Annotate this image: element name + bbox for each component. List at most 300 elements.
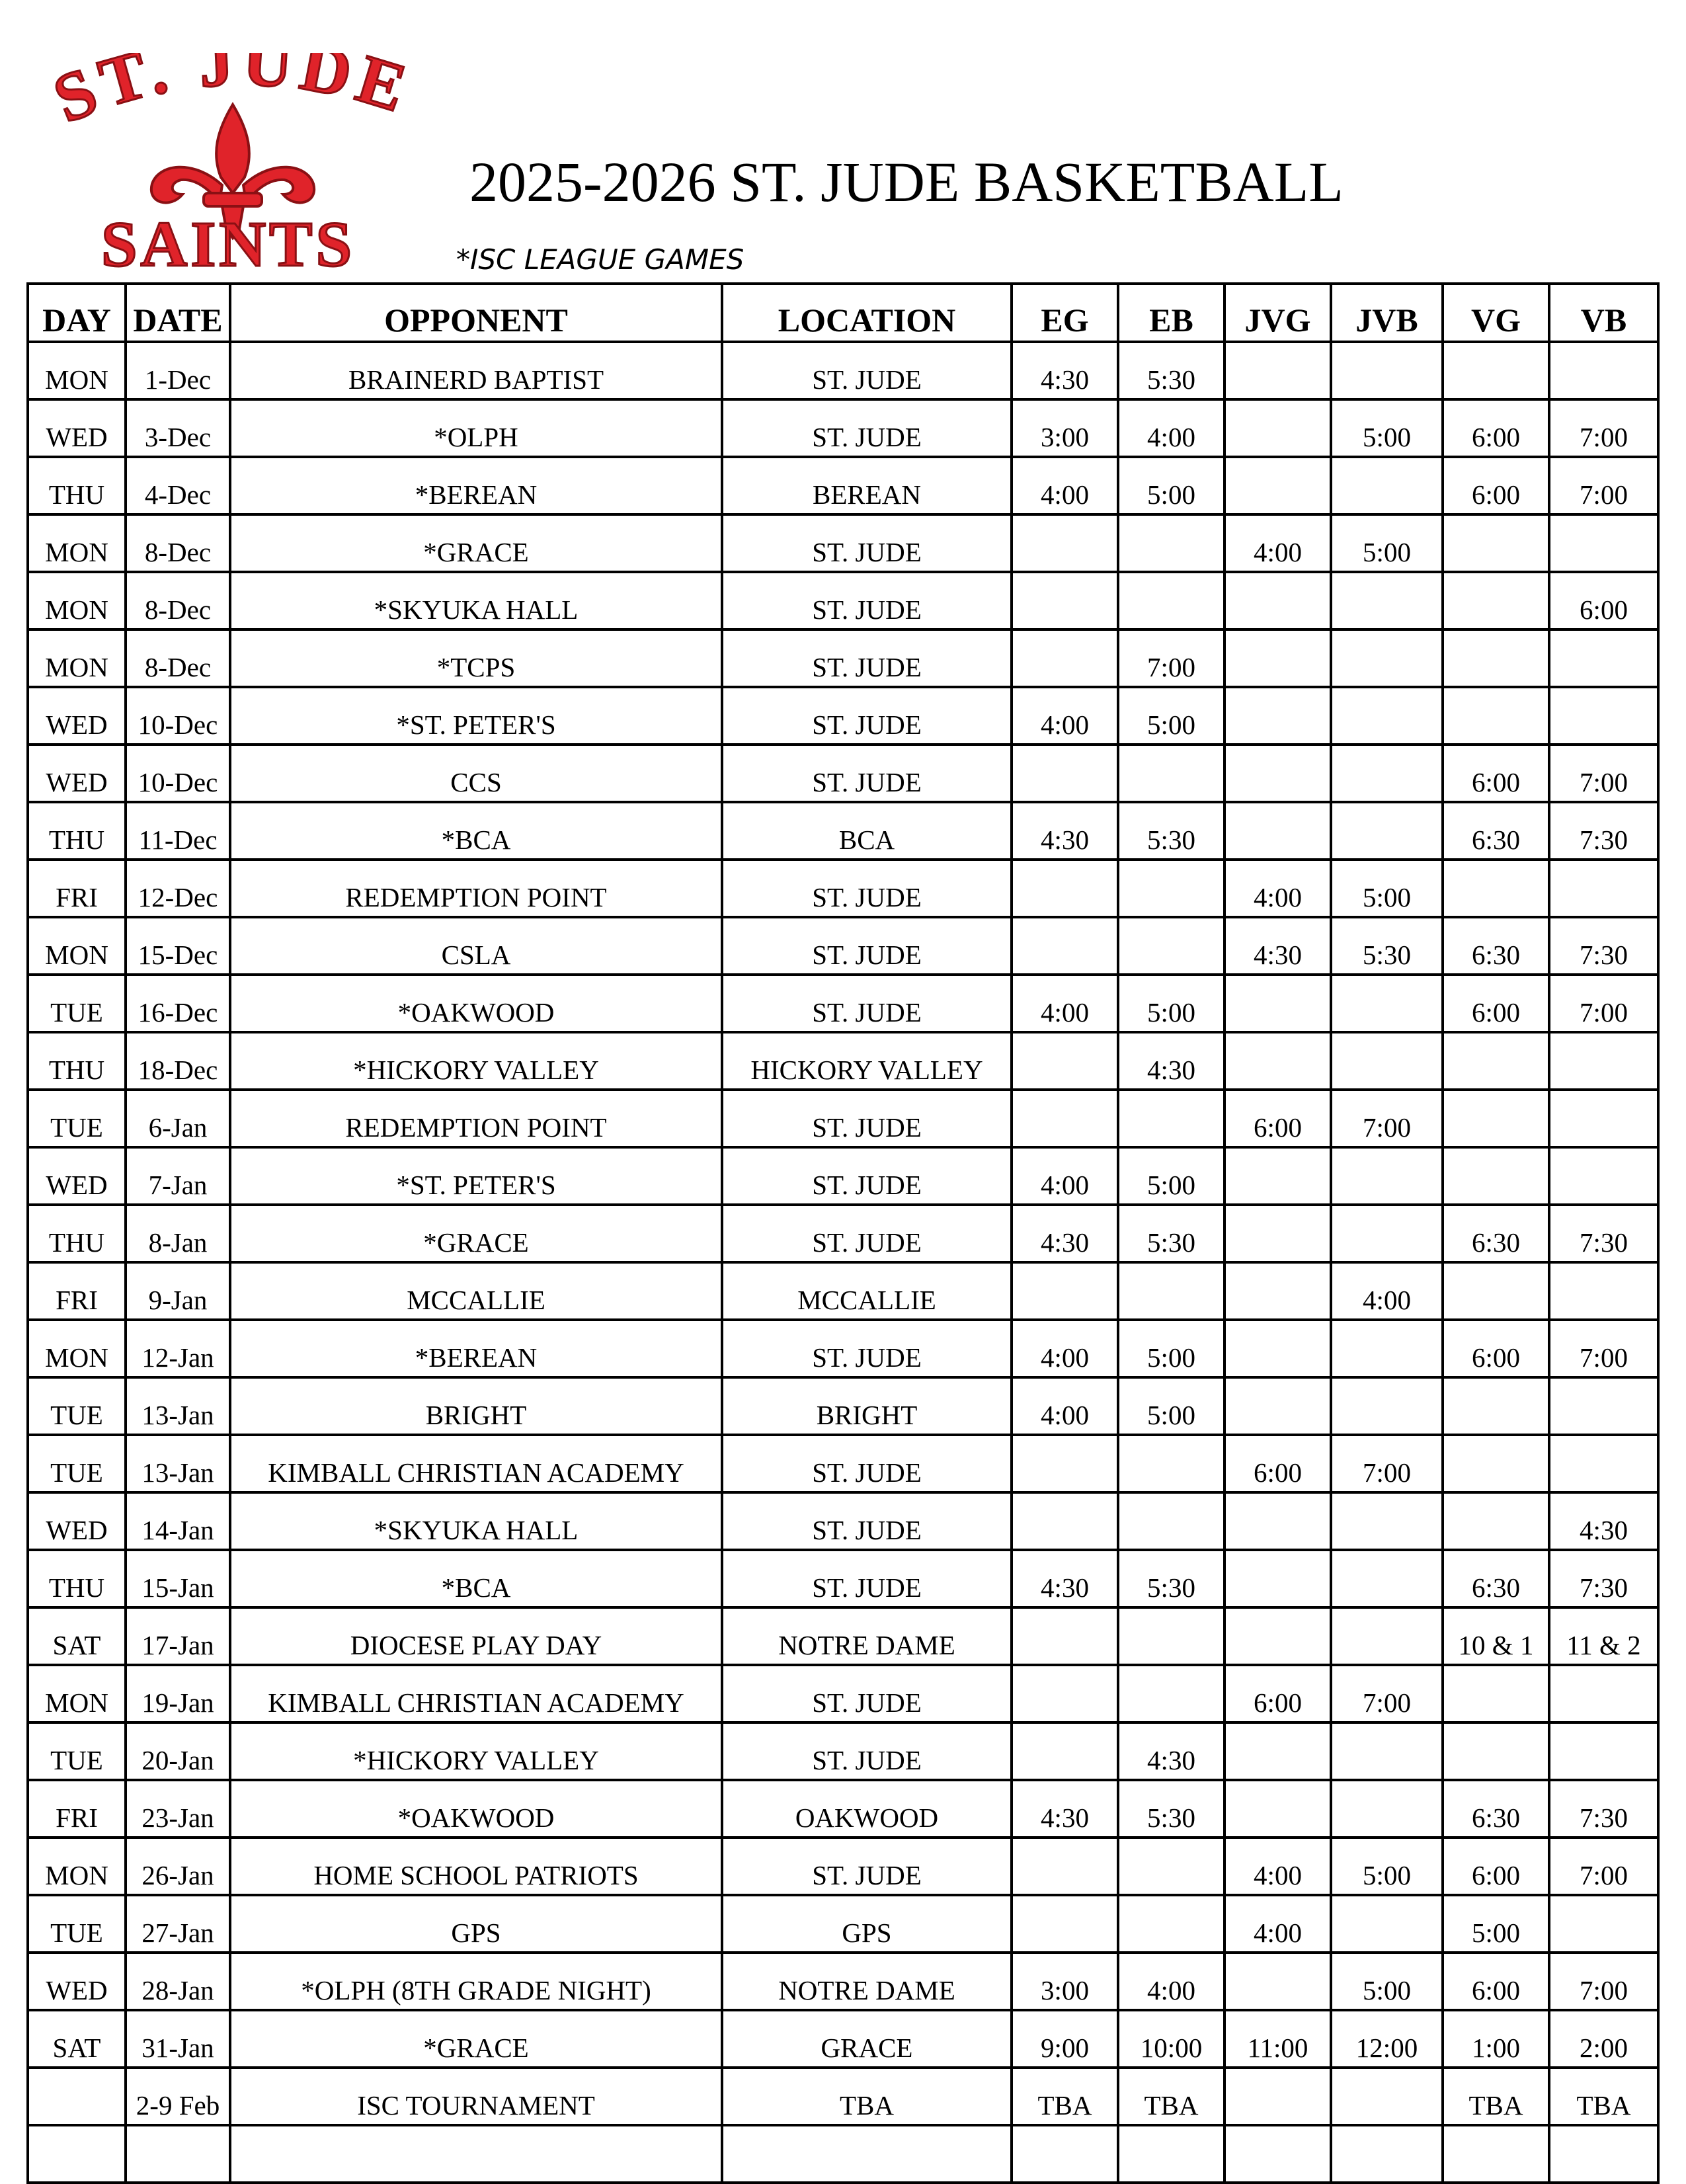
cell-jvb [1331,2068,1443,2125]
cell-eg [1012,1492,1118,1550]
cell-date: 14-Jan [126,1492,230,1550]
cell-opponent: BRAINERD BAPTIST [230,342,722,399]
cell-day [28,2068,126,2125]
table-row [28,514,1658,572]
cell-jvb: 7:00 [1331,1435,1443,1492]
table-row [28,2068,1658,2125]
cell-eg: 4:00 [1012,1377,1118,1435]
st-jude-saints-logo [46,53,417,278]
cell-jvb [1331,1607,1443,1665]
cell-jvg [1224,2125,1331,2183]
cell-jvg: 4:30 [1224,917,1331,975]
cell-jvb: 7:00 [1331,1665,1443,1722]
cell-day [28,2125,126,2183]
cell-jvb: 12:00 [1331,2010,1443,2068]
cell-day: FRI [28,1780,126,1838]
cell-eg [1012,1090,1118,1147]
cell-eb: 5:00 [1118,975,1224,1032]
cell-vg [1443,572,1549,629]
schedule-header-row [28,284,1658,342]
cell-jvb: 4:00 [1331,1262,1443,1320]
cell-vb [1549,1435,1658,1492]
cell-date: 8-Dec [126,572,230,629]
cell-eg [1012,860,1118,917]
cell-location: ST. JUDE [722,1550,1012,1607]
cell-eg [1012,1895,1118,1953]
table-row [28,342,1658,399]
cell-eg: 4:00 [1012,975,1118,1032]
cell-eg: 4:00 [1012,1147,1118,1205]
cell-eg [1012,1032,1118,1090]
cell-date: 4-Dec [126,457,230,514]
cell-location: ST. JUDE [722,1320,1012,1377]
table-row [28,1032,1658,1090]
cell-jvg [1224,457,1331,514]
cell-vb [1549,1377,1658,1435]
header-location: LOCATION [722,284,1012,342]
cell-date [126,2125,230,2183]
cell-eg [1012,629,1118,687]
cell-opponent: *ST. PETER'S [230,1147,722,1205]
cell-eb: 5:00 [1118,1377,1224,1435]
cell-location: BRIGHT [722,1377,1012,1435]
cell-vg [1443,342,1549,399]
cell-eb [1118,1607,1224,1665]
cell-eg [1012,2125,1118,2183]
cell-opponent: *OAKWOOD [230,975,722,1032]
cell-vb: 11 & 2 [1549,1607,1658,1665]
cell-location: TBA [722,2068,1012,2125]
cell-vb: 7:30 [1549,802,1658,860]
cell-eg [1012,514,1118,572]
cell-eb: 5:30 [1118,342,1224,399]
cell-jvg [1224,572,1331,629]
cell-eg: 4:00 [1012,687,1118,745]
cell-eg: 4:30 [1012,1550,1118,1607]
cell-day: MON [28,514,126,572]
cell-vb: 7:30 [1549,1205,1658,1262]
cell-vb [1549,1147,1658,1205]
cell-location: ST. JUDE [722,572,1012,629]
cell-day: TUE [28,975,126,1032]
table-row [28,572,1658,629]
cell-jvb [1331,1895,1443,1953]
cell-eg: TBA [1012,2068,1118,2125]
table-row [28,1147,1658,1205]
cell-date: 28-Jan [126,1953,230,2010]
cell-date: 17-Jan [126,1607,230,1665]
cell-jvb: 5:00 [1331,860,1443,917]
table-row [28,1665,1658,1722]
cell-vb: TBA [1549,2068,1658,2125]
cell-opponent: DIOCESE PLAY DAY [230,1607,722,1665]
cell-vb: 4:30 [1549,1492,1658,1550]
cell-location: NOTRE DAME [722,1953,1012,2010]
cell-jvg [1224,1320,1331,1377]
cell-location: ST. JUDE [722,1147,1012,1205]
table-row [28,629,1658,687]
cell-jvg: 6:00 [1224,1090,1331,1147]
logo-top-text: ST. JUDE [46,53,417,138]
table-row [28,1262,1658,1320]
cell-vg [1443,514,1549,572]
cell-vb [1549,514,1658,572]
cell-location: ST. JUDE [722,399,1012,457]
cell-day: THU [28,1550,126,1607]
cell-jvb [1331,1377,1443,1435]
cell-date: 8-Dec [126,514,230,572]
cell-eg: 9:00 [1012,2010,1118,2068]
cell-eb: 5:00 [1118,457,1224,514]
cell-eb [1118,745,1224,802]
table-row [28,457,1658,514]
cell-date: 19-Jan [126,1665,230,1722]
cell-vg: 6:00 [1443,1838,1549,1895]
cell-jvg: 4:00 [1224,860,1331,917]
cell-jvg [1224,1550,1331,1607]
cell-eb [1118,1492,1224,1550]
cell-day: WED [28,399,126,457]
cell-vb: 7:00 [1549,399,1658,457]
cell-jvb [1331,1492,1443,1550]
cell-location: BEREAN [722,457,1012,514]
header-day: DAY [28,284,126,342]
cell-jvb: 5:00 [1331,399,1443,457]
cell-vb: 7:30 [1549,1780,1658,1838]
cell-jvb: 5:00 [1331,1953,1443,2010]
cell-vg: 5:00 [1443,1895,1549,1953]
cell-day: FRI [28,1262,126,1320]
logo-bottom-text: SAINTS [100,209,356,278]
cell-vg [1443,1147,1549,1205]
cell-jvg [1224,1722,1331,1780]
cell-eg [1012,917,1118,975]
cell-date: 9-Jan [126,1262,230,1320]
cell-opponent: KIMBALL CHRISTIAN ACADEMY [230,1665,722,1722]
cell-eb [1118,2125,1224,2183]
cell-eg: 4:00 [1012,457,1118,514]
cell-vg: 6:30 [1443,917,1549,975]
table-row [28,975,1658,1032]
cell-location: ST. JUDE [722,745,1012,802]
cell-jvb [1331,1550,1443,1607]
cell-jvg [1224,1377,1331,1435]
cell-jvg: 4:00 [1224,1895,1331,1953]
cell-day: MON [28,629,126,687]
cell-vg [1443,1665,1549,1722]
cell-date: 12-Dec [126,860,230,917]
cell-day: WED [28,1147,126,1205]
cell-eg [1012,1435,1118,1492]
header-jvg: JVG [1224,284,1331,342]
cell-vb: 7:00 [1549,1838,1658,1895]
cell-eb: 5:00 [1118,687,1224,745]
cell-vg: 6:00 [1443,399,1549,457]
cell-jvb [1331,1205,1443,1262]
cell-opponent: *SKYUKA HALL [230,1492,722,1550]
cell-date: 12-Jan [126,1320,230,1377]
cell-location: GPS [722,1895,1012,1953]
cell-location: ST. JUDE [722,1090,1012,1147]
cell-day: SAT [28,2010,126,2068]
cell-jvg [1224,802,1331,860]
cell-day: TUE [28,1377,126,1435]
cell-jvb [1331,457,1443,514]
cell-eg [1012,745,1118,802]
table-row [28,860,1658,917]
cell-opponent: *BEREAN [230,457,722,514]
cell-eg [1012,1665,1118,1722]
cell-eb: 4:30 [1118,1722,1224,1780]
cell-vg: 6:00 [1443,745,1549,802]
cell-day: SAT [28,1607,126,1665]
header-vg: VG [1443,284,1549,342]
cell-opponent: CCS [230,745,722,802]
table-row [28,802,1658,860]
cell-jvg [1224,1492,1331,1550]
cell-location: MCCALLIE [722,1262,1012,1320]
cell-jvg: 4:00 [1224,514,1331,572]
cell-vb [1549,1665,1658,1722]
cell-vb [1549,1262,1658,1320]
cell-vb [1549,2125,1658,2183]
cell-vg: 6:00 [1443,1953,1549,2010]
table-row [28,1838,1658,1895]
cell-date: 13-Jan [126,1435,230,1492]
cell-date: 10-Dec [126,745,230,802]
cell-location: ST. JUDE [722,514,1012,572]
cell-date: 18-Dec [126,1032,230,1090]
cell-opponent: *OAKWOOD [230,1780,722,1838]
cell-vb: 7:00 [1549,1953,1658,2010]
cell-opponent: *OLPH [230,399,722,457]
cell-vb: 7:00 [1549,745,1658,802]
cell-location: ST. JUDE [722,687,1012,745]
cell-opponent: *OLPH (8TH GRADE NIGHT) [230,1953,722,2010]
cell-location: OAKWOOD [722,1780,1012,1838]
cell-jvb [1331,1320,1443,1377]
cell-jvg: 4:00 [1224,1838,1331,1895]
table-row [28,1492,1658,1550]
cell-jvb: 5:30 [1331,917,1443,975]
cell-date: 23-Jan [126,1780,230,1838]
cell-date: 20-Jan [126,1722,230,1780]
cell-vg [1443,1435,1549,1492]
cell-location: ST. JUDE [722,917,1012,975]
cell-date: 7-Jan [126,1147,230,1205]
header-vb: VB [1549,284,1658,342]
cell-jvg [1224,399,1331,457]
cell-vg: TBA [1443,2068,1549,2125]
cell-eg: 4:30 [1012,1205,1118,1262]
cell-opponent: *GRACE [230,1205,722,1262]
cell-jvb [1331,2125,1443,2183]
cell-opponent: *GRACE [230,2010,722,2068]
cell-vg: 6:00 [1443,1320,1549,1377]
cell-opponent: BRIGHT [230,1377,722,1435]
cell-vg [1443,687,1549,745]
cell-jvg: 11:00 [1224,2010,1331,2068]
cell-jvb: 5:00 [1331,514,1443,572]
cell-jvb [1331,1032,1443,1090]
cell-eg: 4:30 [1012,1780,1118,1838]
cell-eb [1118,1895,1224,1953]
cell-vb [1549,342,1658,399]
cell-eg: 4:30 [1012,342,1118,399]
cell-location: ST. JUDE [722,1492,1012,1550]
cell-opponent: REDEMPTION POINT [230,860,722,917]
cell-jvg [1224,2068,1331,2125]
cell-opponent: *HICKORY VALLEY [230,1722,722,1780]
cell-location: ST. JUDE [722,1665,1012,1722]
cell-vg [1443,1090,1549,1147]
cell-eb: 5:30 [1118,1205,1224,1262]
cell-day: WED [28,745,126,802]
cell-vb [1549,860,1658,917]
cell-opponent: *ST. PETER'S [230,687,722,745]
cell-vg [1443,1032,1549,1090]
cell-opponent: CSLA [230,917,722,975]
cell-eb: 5:30 [1118,802,1224,860]
cell-jvg [1224,1147,1331,1205]
cell-eg [1012,1607,1118,1665]
cell-eg [1012,572,1118,629]
cell-location: ST. JUDE [722,1435,1012,1492]
header-jvb: JVB [1331,284,1443,342]
table-row [28,1090,1658,1147]
cell-date: 1-Dec [126,342,230,399]
cell-location: GRACE [722,2010,1012,2068]
cell-jvb [1331,342,1443,399]
cell-jvg: 6:00 [1224,1435,1331,1492]
cell-opponent: MCCALLIE [230,1262,722,1320]
table-row [28,2125,1658,2183]
cell-day: THU [28,1032,126,1090]
cell-vg: 6:30 [1443,802,1549,860]
cell-vg: 10 & 1 [1443,1607,1549,1665]
cell-jvg [1224,1205,1331,1262]
cell-day: MON [28,1665,126,1722]
cell-vb [1549,687,1658,745]
cell-eg: 4:00 [1012,1320,1118,1377]
cell-jvb [1331,687,1443,745]
cell-eb: 10:00 [1118,2010,1224,2068]
cell-vb [1549,629,1658,687]
cell-eb [1118,1262,1224,1320]
cell-eb [1118,1665,1224,1722]
cell-location: ST. JUDE [722,342,1012,399]
cell-jvg [1224,342,1331,399]
cell-jvg [1224,1780,1331,1838]
cell-vb: 7:30 [1549,1550,1658,1607]
cell-vg: 6:30 [1443,1780,1549,1838]
cell-eb [1118,1435,1224,1492]
cell-vb: 7:00 [1549,975,1658,1032]
league-games-note: *ISC LEAGUE GAMES [456,243,744,276]
cell-opponent [230,2125,722,2183]
cell-day: THU [28,457,126,514]
cell-eb [1118,1838,1224,1895]
cell-eb: 7:00 [1118,629,1224,687]
cell-location: ST. JUDE [722,975,1012,1032]
header-eg: EG [1012,284,1118,342]
cell-jvg [1224,745,1331,802]
cell-location: ST. JUDE [722,1838,1012,1895]
cell-location [722,2125,1012,2183]
cell-vg: 6:00 [1443,975,1549,1032]
cell-location: ST. JUDE [722,1722,1012,1780]
table-row [28,1722,1658,1780]
cell-vg [1443,629,1549,687]
cell-jvb: 5:00 [1331,1838,1443,1895]
cell-eb: 4:30 [1118,1032,1224,1090]
cell-jvg [1224,1032,1331,1090]
cell-jvb [1331,629,1443,687]
cell-vg [1443,860,1549,917]
page-title: 2025-2026 ST. JUDE BASKETBALL [469,150,1344,214]
cell-eb: 5:00 [1118,1320,1224,1377]
cell-location: ST. JUDE [722,1205,1012,1262]
cell-vg: 1:00 [1443,2010,1549,2068]
cell-day: THU [28,802,126,860]
cell-location: NOTRE DAME [722,1607,1012,1665]
cell-day: WED [28,1492,126,1550]
cell-eb [1118,1090,1224,1147]
cell-date: 27-Jan [126,1895,230,1953]
cell-location: ST. JUDE [722,860,1012,917]
cell-opponent: HOME SCHOOL PATRIOTS [230,1838,722,1895]
cell-vb [1549,1032,1658,1090]
cell-eb [1118,860,1224,917]
cell-date: 8-Dec [126,629,230,687]
table-row [28,1320,1658,1377]
table-row [28,1953,1658,2010]
cell-vg: 6:00 [1443,457,1549,514]
cell-day: TUE [28,1435,126,1492]
table-row [28,2010,1658,2068]
cell-opponent: ISC TOURNAMENT [230,2068,722,2125]
cell-day: MON [28,572,126,629]
cell-day: MON [28,917,126,975]
cell-day: FRI [28,860,126,917]
cell-vb [1549,1090,1658,1147]
cell-jvb [1331,1147,1443,1205]
table-row [28,1377,1658,1435]
cell-eg [1012,1838,1118,1895]
cell-vg [1443,1492,1549,1550]
cell-jvg [1224,1953,1331,2010]
table-row [28,1550,1658,1607]
cell-eb [1118,514,1224,572]
cell-jvb [1331,1780,1443,1838]
cell-date: 11-Dec [126,802,230,860]
cell-date: 8-Jan [126,1205,230,1262]
cell-opponent: *BCA [230,802,722,860]
table-row [28,1435,1658,1492]
cell-eb: 4:00 [1118,1953,1224,2010]
cell-date: 3-Dec [126,399,230,457]
cell-vb: 6:00 [1549,572,1658,629]
cell-date: 16-Dec [126,975,230,1032]
cell-eb: 5:30 [1118,1550,1224,1607]
cell-location: ST. JUDE [722,629,1012,687]
cell-jvg [1224,629,1331,687]
cell-opponent: *BCA [230,1550,722,1607]
cell-eb: 5:30 [1118,1780,1224,1838]
cell-day: TUE [28,1090,126,1147]
table-row [28,687,1658,745]
table-row [28,399,1658,457]
